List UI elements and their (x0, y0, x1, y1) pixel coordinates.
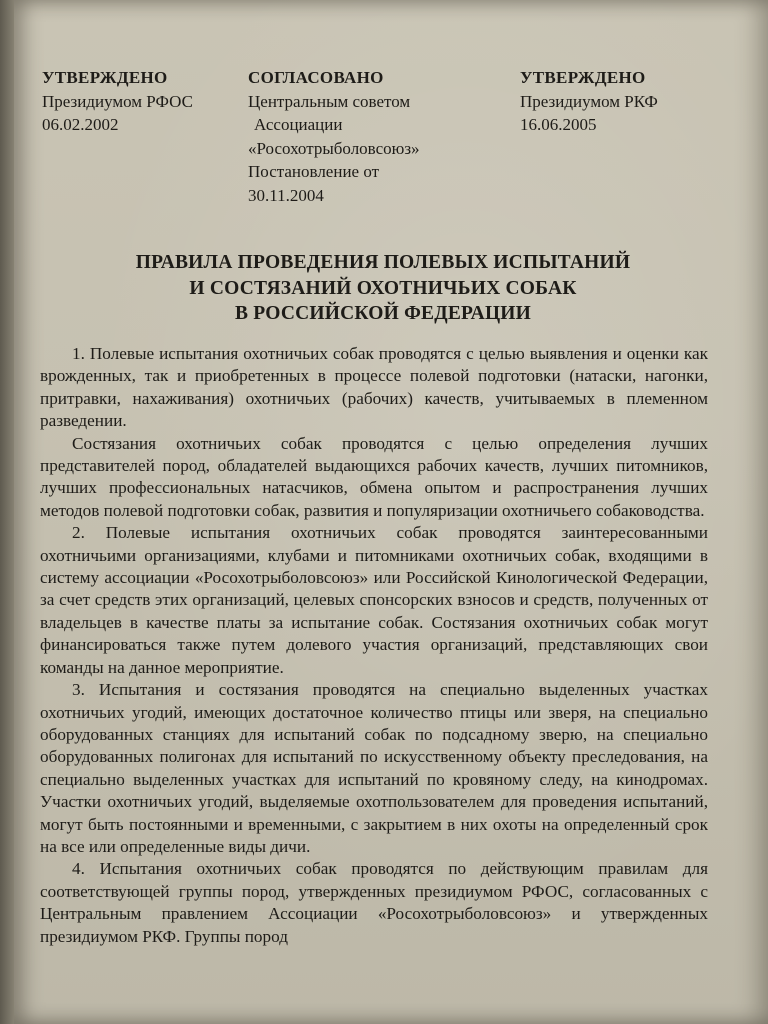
approval-line: Президиумом РКФ (520, 91, 658, 111)
paragraph-3: 3. Испытания и состязания проводятся на специально выделенных участках охотничьих угодий, имеющих достаточное количество птицы или зверя, на специально оборудованных станциях для испытаний собак по подсадному зверю, на специально оборудованных полигонах для испытаний по искусственному объекту преследования, на специально выделенных участках для испытаний по кровяному следу, на кинодромах. Участки охотничьих угодий, выделяемые охотпользователем для проведения испытаний, могут быть постоянными и временными, с закрытием в них охоты на определенный срок на все или определенные виды дичи. (40, 680, 708, 856)
approval-heading: СОГЛАСОВАНО (248, 68, 384, 87)
document-body (40, 343, 708, 948)
paragraph-competitions: Состязания охотничьих собак проводятся с целью определения лучших представителей пород, обладателей выдающихся рабочих качеств, лучших питомников, лучших профессиональных натасчиков, обмена опытом и распространения лучших методов полевой подготовки собак, развития и популяризации охотничьего собаководства. (40, 433, 708, 520)
paragraph-2: 2. Полевые испытания охотничьих собак проводятся заинтересованными охотничьими организациями, клубами и питомниками охотничьих собак, входящими в систему ассоциации «Росохотрыболовсоюз» или Российской Кинологической Федерации, за счет средств этих организаций, целевых спонсорских взносов и средств, полученных от владельцев в качестве платы за испытание собак. Состязания охотничьих собак могут финансироваться также путем долевого участия организаций, представляющих свои команды на данное мероприятие. (40, 523, 708, 677)
approval-date: 16.06.2005 (520, 115, 597, 134)
title-line: ПРАВИЛА ПРОВЕДЕНИЯ ПОЛЕВЫХ ИСПЫТАНИЙ (135, 252, 631, 273)
approval-line: Постановление от (248, 162, 380, 181)
approval-line: Ассоциации (254, 115, 343, 134)
approval-line: Центральным советом (248, 91, 411, 111)
approval-rkf (520, 66, 658, 137)
approval-line: «Росохотрыболовсоюз» (248, 138, 420, 158)
approval-heading: УТВЕРЖДЕНО (520, 68, 646, 87)
approval-line: Президиумом РФОС (42, 91, 193, 111)
title-line: И СОСТЯЗАНИЙ ОХОТНИЧЬИХ СОБАК (189, 277, 577, 299)
document-page (14, 0, 768, 1024)
approval-rfos (42, 66, 193, 137)
approval-block (42, 66, 728, 216)
approval-heading: УТВЕРЖДЕНО (42, 68, 168, 87)
approval-date: 06.02.2002 (42, 115, 119, 134)
title-line: В РОССИЙСКОЙ ФЕДЕРАЦИИ (234, 303, 532, 324)
approval-association (248, 66, 420, 207)
document-title (54, 250, 712, 327)
approval-date: 30.11.2004 (248, 185, 324, 205)
paragraph-4: 4. Испытания охотничьих собак проводятся по действующим правилам для соответствующей группы пород, утвержденных президиумом РФОС, согласованных с Центральным правлением Ассоциации «Росохотрыболовсоюз» и утвержденных президиумом РКФ. Группы пород (40, 859, 708, 946)
paragraph-1: 1. Полевые испытания охотничьих собак проводятся с целью выявления и оценки как врожденных, так и приобретенных в процессе полевой подготовки (натаски, нагонки, притравки, нахаживания) охотничьих (рабочих) качеств, учитываемых в племенном разведении. (40, 344, 708, 431)
